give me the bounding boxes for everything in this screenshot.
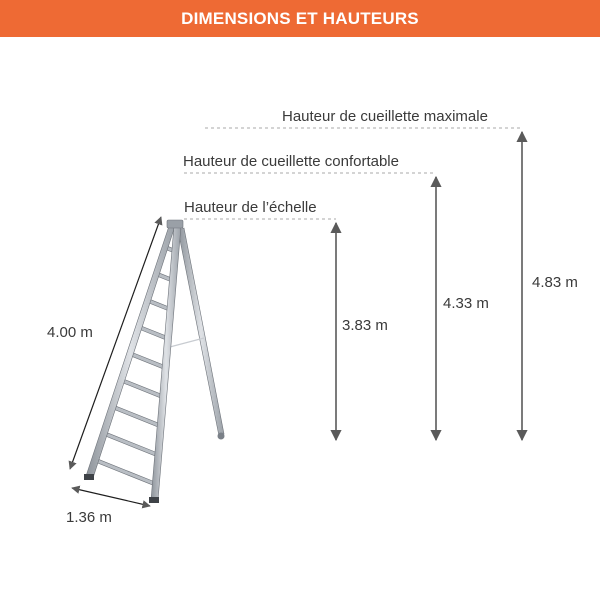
value-comfortable-height: 4.33 m [443,295,489,312]
header [0,0,600,37]
value-maximum-height: 4.83 m [532,274,578,291]
ladder-rung [131,352,166,370]
label-ladder-height: Hauteur de l’échelle [184,199,317,216]
value-ladder-base: 1.36 m [66,509,112,526]
ladder-rung [104,432,159,458]
ladder-rung [140,325,168,340]
arrow-ladder-base [72,488,150,506]
ladder-illustration [84,220,225,503]
ladder-rung [113,405,161,428]
ladder-right-foot [149,497,159,503]
label-maximum-height: Hauteur de cueillette maximale [282,108,488,125]
value-ladder-height: 3.83 m [342,317,388,334]
ladder-top-cap [167,220,183,228]
ladder-rear-foot [218,433,225,440]
ladder-rear-leg [178,228,224,436]
page-title: DIMENSIONS ET HAUTEURS [181,8,419,28]
arrow-ladder-length [70,217,161,469]
ladder-left-foot [84,474,94,480]
value-ladder-length: 4.00 m [47,324,93,341]
ladder-rung [122,379,164,400]
ladder-rung [95,458,156,486]
label-comfortable-height: Hauteur de cueillette confortable [183,153,399,170]
